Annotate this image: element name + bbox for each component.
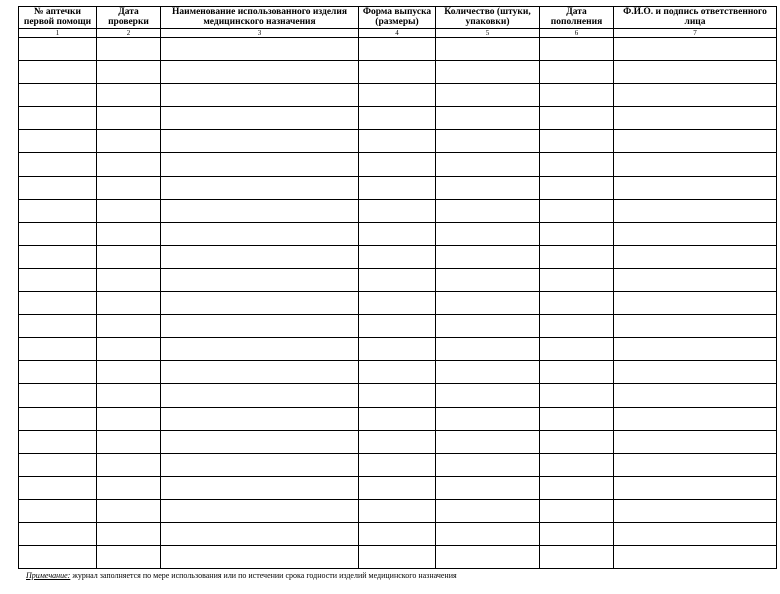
table-cell: [436, 61, 540, 84]
table-cell: [359, 361, 436, 384]
table-cell: [97, 107, 161, 130]
table-cell: [540, 546, 614, 569]
table-cell: [97, 430, 161, 453]
table-cell: [161, 499, 359, 522]
table-cell: [540, 245, 614, 268]
table-cell: [97, 130, 161, 153]
table-cell: [97, 292, 161, 315]
table-cell: [614, 199, 777, 222]
header-responsible-person: Ф.И.О. и подпись ответственного лица: [614, 7, 777, 29]
table-cell: [359, 453, 436, 476]
table-cell: [97, 38, 161, 61]
table-cell: [540, 222, 614, 245]
table-cell: [614, 292, 777, 315]
table-cell: [97, 84, 161, 107]
table-cell: [19, 61, 97, 84]
table-cell: [436, 292, 540, 315]
table-cell: [436, 107, 540, 130]
table-cell: [359, 268, 436, 291]
table-row: [19, 268, 777, 291]
table-cell: [614, 430, 777, 453]
table-cell: [19, 153, 97, 176]
table-row: [19, 430, 777, 453]
table-cell: [161, 361, 359, 384]
header-kit-number: № аптечки первой помощи: [19, 7, 97, 29]
column-number: 4: [359, 29, 436, 38]
table-cell: [161, 338, 359, 361]
table-cell: [161, 153, 359, 176]
table-cell: [161, 199, 359, 222]
table-cell: [359, 546, 436, 569]
table-cell: [614, 522, 777, 545]
table-cell: [614, 361, 777, 384]
table-cell: [19, 292, 97, 315]
table-cell: [359, 130, 436, 153]
table-row: [19, 292, 777, 315]
table-cell: [540, 499, 614, 522]
table-cell: [359, 153, 436, 176]
table-cell: [540, 130, 614, 153]
table-cell: [97, 199, 161, 222]
table-cell: [161, 476, 359, 499]
table-row: [19, 407, 777, 430]
table-cell: [540, 384, 614, 407]
table-cell: [540, 430, 614, 453]
table-cell: [436, 153, 540, 176]
table-cell: [161, 453, 359, 476]
table-cell: [19, 338, 97, 361]
table-row: [19, 130, 777, 153]
header-check-date: Дата проверки: [97, 7, 161, 29]
table-cell: [436, 338, 540, 361]
table-cell: [161, 130, 359, 153]
table-cell: [540, 268, 614, 291]
table-cell: [19, 546, 97, 569]
table-cell: [540, 176, 614, 199]
table-cell: [614, 546, 777, 569]
table-cell: [436, 130, 540, 153]
footnote-label: Примечание:: [26, 571, 71, 580]
table-cell: [161, 546, 359, 569]
table-cell: [19, 107, 97, 130]
table-cell: [97, 453, 161, 476]
table-cell: [161, 84, 359, 107]
header-release-form: Форма выпуска (размеры): [359, 7, 436, 29]
table-cell: [359, 292, 436, 315]
table-cell: [359, 38, 436, 61]
table-cell: [359, 176, 436, 199]
table-cell: [436, 476, 540, 499]
table-cell: [161, 107, 359, 130]
table-cell: [19, 245, 97, 268]
table-cell: [19, 361, 97, 384]
table-row: [19, 107, 777, 130]
table-cell: [540, 292, 614, 315]
table-row: [19, 153, 777, 176]
table-cell: [97, 546, 161, 569]
footnote: [26, 571, 457, 580]
table-cell: [436, 546, 540, 569]
table-row: [19, 38, 777, 61]
table-cell: [614, 130, 777, 153]
table-cell: [614, 453, 777, 476]
column-number: 2: [97, 29, 161, 38]
table-cell: [97, 522, 161, 545]
column-number: 5: [436, 29, 540, 38]
table-cell: [19, 222, 97, 245]
table-cell: [19, 38, 97, 61]
table-cell: [359, 222, 436, 245]
table-cell: [359, 338, 436, 361]
table-cell: [436, 268, 540, 291]
table-cell: [614, 315, 777, 338]
table-row: [19, 453, 777, 476]
table-cell: [161, 61, 359, 84]
header-item-name: Наименование использованного изделия медицинского назначения: [161, 7, 359, 29]
table-cell: [540, 199, 614, 222]
column-number: 1: [19, 29, 97, 38]
table-cell: [19, 499, 97, 522]
column-number: 6: [540, 29, 614, 38]
table-cell: [436, 176, 540, 199]
table-cell: [540, 84, 614, 107]
table-row: [19, 222, 777, 245]
table-row: [19, 315, 777, 338]
table-cell: [19, 453, 97, 476]
table-cell: [19, 315, 97, 338]
table-cell: [161, 430, 359, 453]
table-row: [19, 384, 777, 407]
table-cell: [436, 453, 540, 476]
table-cell: [614, 61, 777, 84]
table-cell: [614, 407, 777, 430]
table-cell: [19, 407, 97, 430]
table-cell: [614, 153, 777, 176]
table-cell: [436, 430, 540, 453]
table-cell: [161, 522, 359, 545]
table-cell: [359, 107, 436, 130]
table-row: [19, 361, 777, 384]
table-cell: [436, 522, 540, 545]
table-cell: [614, 107, 777, 130]
table-cell: [540, 476, 614, 499]
table-cell: [436, 315, 540, 338]
table-row: [19, 546, 777, 569]
table-cell: [97, 176, 161, 199]
header-row: [19, 7, 777, 29]
table-cell: [97, 222, 161, 245]
table-cell: [436, 384, 540, 407]
header-refill-date: Дата пополнения: [540, 7, 614, 29]
table-cell: [614, 499, 777, 522]
column-number: 7: [614, 29, 777, 38]
table-cell: [19, 476, 97, 499]
table-cell: [614, 268, 777, 291]
table-cell: [614, 176, 777, 199]
table-cell: [161, 292, 359, 315]
table-cell: [97, 338, 161, 361]
table-cell: [436, 361, 540, 384]
table-row: [19, 199, 777, 222]
table-row: [19, 476, 777, 499]
table-cell: [359, 84, 436, 107]
table-cell: [540, 453, 614, 476]
table-cell: [19, 522, 97, 545]
table-cell: [540, 522, 614, 545]
table-cell: [359, 61, 436, 84]
table-cell: [19, 199, 97, 222]
table-cell: [436, 199, 540, 222]
table-cell: [19, 84, 97, 107]
table-cell: [161, 245, 359, 268]
header-quantity: Количество (штуки, упаковки): [436, 7, 540, 29]
footnote-text: журнал заполняется по мере использования или по истечении срока годности изделий медицинского назначения: [72, 571, 457, 580]
table-cell: [540, 153, 614, 176]
table-cell: [359, 199, 436, 222]
table-cell: [161, 222, 359, 245]
table-cell: [97, 384, 161, 407]
table-cell: [359, 430, 436, 453]
column-number-row: [19, 29, 777, 38]
table-cell: [614, 222, 777, 245]
table-cell: [19, 430, 97, 453]
table-cell: [97, 268, 161, 291]
table-cell: [19, 130, 97, 153]
table-cell: [161, 268, 359, 291]
log-body: [19, 38, 777, 569]
table-cell: [19, 384, 97, 407]
table-cell: [97, 361, 161, 384]
table-row: [19, 499, 777, 522]
table-cell: [436, 499, 540, 522]
table-cell: [614, 384, 777, 407]
table-cell: [359, 499, 436, 522]
table-cell: [359, 384, 436, 407]
table-cell: [540, 107, 614, 130]
table-cell: [436, 222, 540, 245]
table-cell: [540, 315, 614, 338]
table-row: [19, 245, 777, 268]
table-cell: [97, 476, 161, 499]
table-cell: [19, 176, 97, 199]
table-cell: [436, 407, 540, 430]
table-cell: [436, 245, 540, 268]
table-cell: [359, 476, 436, 499]
table-row: [19, 176, 777, 199]
table-cell: [614, 245, 777, 268]
table-cell: [540, 407, 614, 430]
table-cell: [614, 84, 777, 107]
table-cell: [359, 245, 436, 268]
table-cell: [436, 84, 540, 107]
first-aid-log-table: [18, 6, 777, 569]
table-cell: [97, 61, 161, 84]
table-cell: [359, 522, 436, 545]
table-cell: [161, 176, 359, 199]
table-cell: [97, 315, 161, 338]
table-cell: [97, 407, 161, 430]
table-cell: [359, 315, 436, 338]
table-row: [19, 84, 777, 107]
table-cell: [540, 338, 614, 361]
table-row: [19, 522, 777, 545]
table-cell: [540, 361, 614, 384]
table-cell: [19, 268, 97, 291]
table-cell: [161, 384, 359, 407]
table-cell: [614, 338, 777, 361]
table-cell: [97, 153, 161, 176]
table-cell: [540, 61, 614, 84]
table-row: [19, 338, 777, 361]
table-cell: [161, 315, 359, 338]
column-number: 3: [161, 29, 359, 38]
table-cell: [540, 38, 614, 61]
table-cell: [97, 499, 161, 522]
table-cell: [161, 38, 359, 61]
table-cell: [614, 476, 777, 499]
table-cell: [359, 407, 436, 430]
table-row: [19, 61, 777, 84]
table-cell: [614, 38, 777, 61]
table-cell: [161, 407, 359, 430]
table-cell: [97, 245, 161, 268]
table-cell: [436, 38, 540, 61]
